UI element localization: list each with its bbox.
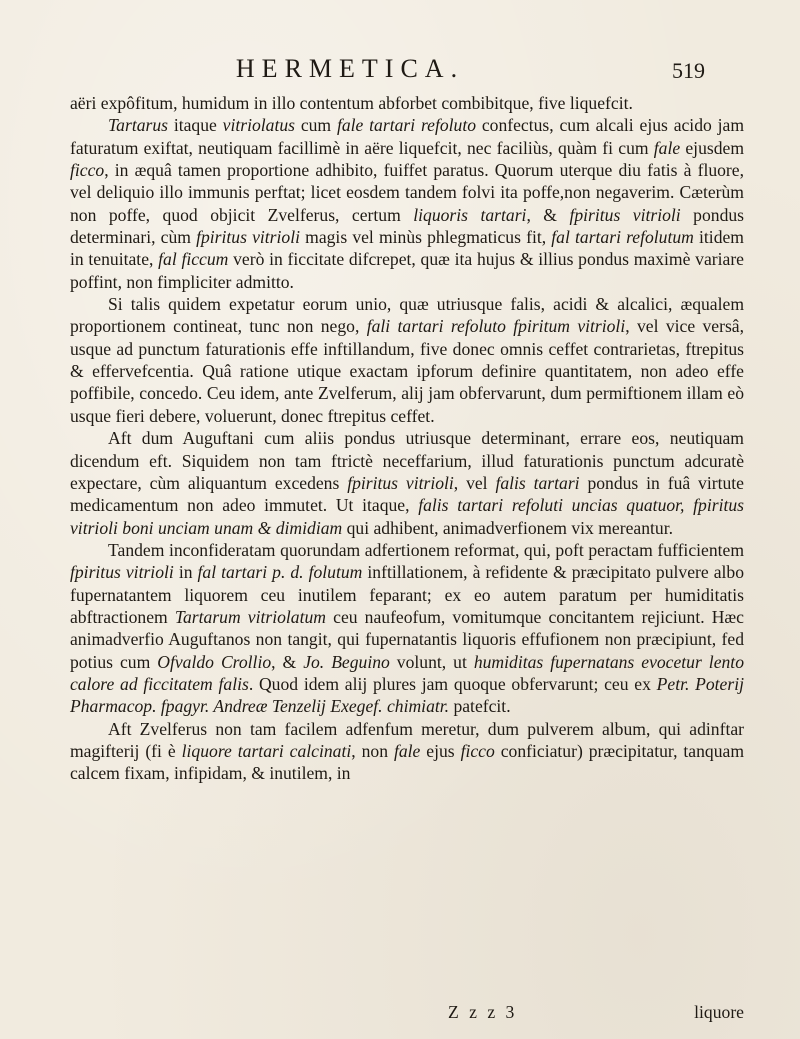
text-run: patefcit.	[449, 696, 511, 717]
italic-text: fpiritus vitrioli	[347, 472, 454, 493]
text-run: , vel	[453, 472, 496, 493]
text-run: volunt, ut	[389, 651, 474, 672]
text-run: qui adhibent, animadverfionem vix mereantur.	[342, 517, 673, 538]
text-run: ceu naufeofum, vomitumque concitantem rejiciunt. Hæc animadverfio Auguftanos non tangit, qui fupernatantis liquoris effufionem non præcipiunt, fed potius cum	[70, 606, 744, 672]
catchword: liquore	[694, 1002, 744, 1022]
italic-text: vitriolatus	[222, 115, 295, 136]
running-head	[0, 54, 800, 90]
paragraph	[70, 539, 744, 718]
italic-text: fal tartari p. d. folutum	[197, 562, 363, 583]
text-run: pondus determinari, cùm	[70, 204, 745, 248]
text-run: verò in ficcitate difcrepet, quæ ita hujus & illius pondus maximè variare poffint, non fimpliciter admitto.	[70, 249, 744, 292]
italic-text: liquore tartari calcinati	[181, 740, 352, 761]
italic-text: fal ficcum	[158, 249, 229, 270]
text-run: Aft dum Auguftani cum aliis pondus utriusque determinant, errare eos, neutiquam dicendum eft. Siquidem non tam ftrictè neceffarium, illud faturationis punctum adcuratè expectare, cùm aliquantum excedens	[70, 428, 744, 493]
text-run: Si talis quidem expetatur eorum unio, quæ utriusque falis, acidi & alcalici, æqualem proportionem contineat, tunc non nego,	[70, 294, 744, 337]
italic-text: fale tartari refoluto	[336, 115, 477, 136]
text-run: magis vel minùs phlegmaticus fit,	[299, 227, 552, 248]
paragraph	[70, 718, 744, 785]
body-text	[70, 92, 744, 785]
text-run: , vel vice versâ, usque ad punctum faturationis effe inftillandum, five donec omnis ceffet contrarietas, ftrepitus & effervefcentia. Quâ ratione utique exactam ipforum definire quantitatem, non adeo effe poffibile, concedo. Ceu idem, ante Zvelferum, alij jam obfervarunt, dum permiftionem illam eò usque fieri debere, voluerunt, donec ftrepitus ceffet.	[70, 316, 745, 426]
text-run: Aft Zvelferus non tam facilem adfenfum meretur, dum pulverem album, qui adinftar magifterij (fi è	[70, 718, 744, 761]
text-run: ejusdem	[680, 137, 744, 158]
text-run: aëri expôfitum, humidum in illo contentum abforbet combibitque, five liquefcit.	[70, 93, 633, 113]
italic-text: Petr. Poterij Pharmacop. fpagyr. Andreæ Tenzelij Exegef. chimiatr.	[70, 673, 744, 717]
italic-text: fali tartari refoluto fpiritum vitrioli	[366, 316, 626, 337]
italic-text: Tartarum vitriolatum	[174, 606, 326, 627]
italic-text: Jo. Beguino	[303, 651, 390, 672]
text-run: confectus, cum alcali ejus acido jam faturatum exiftat, neutiquam facillimè in aëre liquefcit, nec faciliùs, quàm fi cum	[70, 115, 744, 158]
running-title: HERMETICA.	[235, 54, 465, 83]
text-run: . Quod idem alij plures jam quoque obfervarunt; ceu ex	[248, 673, 657, 694]
text-run: , non	[351, 740, 394, 761]
italic-text: falis tartari	[495, 472, 580, 493]
paragraph	[70, 427, 744, 539]
page-number: 519	[672, 58, 705, 83]
italic-text: fpiritus vitrioli	[70, 562, 174, 583]
italic-text: ficco	[460, 740, 495, 761]
italic-text: fpiritus vitrioli	[196, 227, 300, 248]
italic-text: Ofvaldo Crollio	[157, 651, 272, 672]
italic-text: fale	[653, 137, 681, 158]
italic-text: Tartarus	[108, 115, 168, 136]
text-run: inftillationem, à refidente & præcipitato pulvere albo fupernatantem liquorem ceu inutilem feparant; ex eo autem paratum per humiditatis abftractionem	[70, 562, 745, 627]
signature-mark: Z z z 3	[448, 1002, 518, 1022]
italic-text: falis tartari refoluti uncias quatuor, fpiritus vitrioli boni unciam unam & dimidiam	[70, 495, 744, 538]
italic-text: fpiritus vitrioli	[569, 204, 681, 225]
text-run: in	[173, 562, 198, 583]
text-run: , in æquâ tamen proportione adhibito, fuiffet paratus. Quorum uterque diu fatis à fluore, vel deliquio illo immunis perftat; licet eosdem tandem folvi ita poffe,non negaverim. Cæterùm non poffe, quod objicit Zvelferus, certum	[70, 160, 744, 225]
paragraph	[70, 114, 744, 293]
text-run: , &	[271, 651, 304, 672]
italic-text: liquoris tartari	[413, 204, 527, 225]
paragraph	[70, 92, 744, 114]
text-run: ejus	[420, 740, 461, 761]
italic-text: humiditas fupernatans evocetur lento calore ad ficcitatem falis	[70, 651, 744, 694]
text-run: Tandem inconfideratam quorundam adfertionem reformat, qui, poft peractam fufficientem	[108, 539, 744, 560]
text-run: itaque	[168, 115, 223, 136]
paragraph	[70, 293, 744, 427]
page-footer	[70, 1002, 744, 1028]
text-run: cum	[295, 115, 337, 136]
text-run: conficiatur) præcipitatur, tanquam calcem fixam, infipidam, & inutilem, in	[70, 740, 745, 784]
text-run: pondus in fuâ virtute medicamentum non adeo immutet. Ut itaque,	[70, 472, 744, 516]
italic-text: fal tartari refolutum	[551, 227, 694, 248]
text-run: , &	[526, 204, 570, 225]
text-run: itidem in tenuitate,	[70, 227, 744, 270]
italic-text: ficco	[70, 160, 105, 181]
italic-text: fale	[393, 740, 421, 761]
